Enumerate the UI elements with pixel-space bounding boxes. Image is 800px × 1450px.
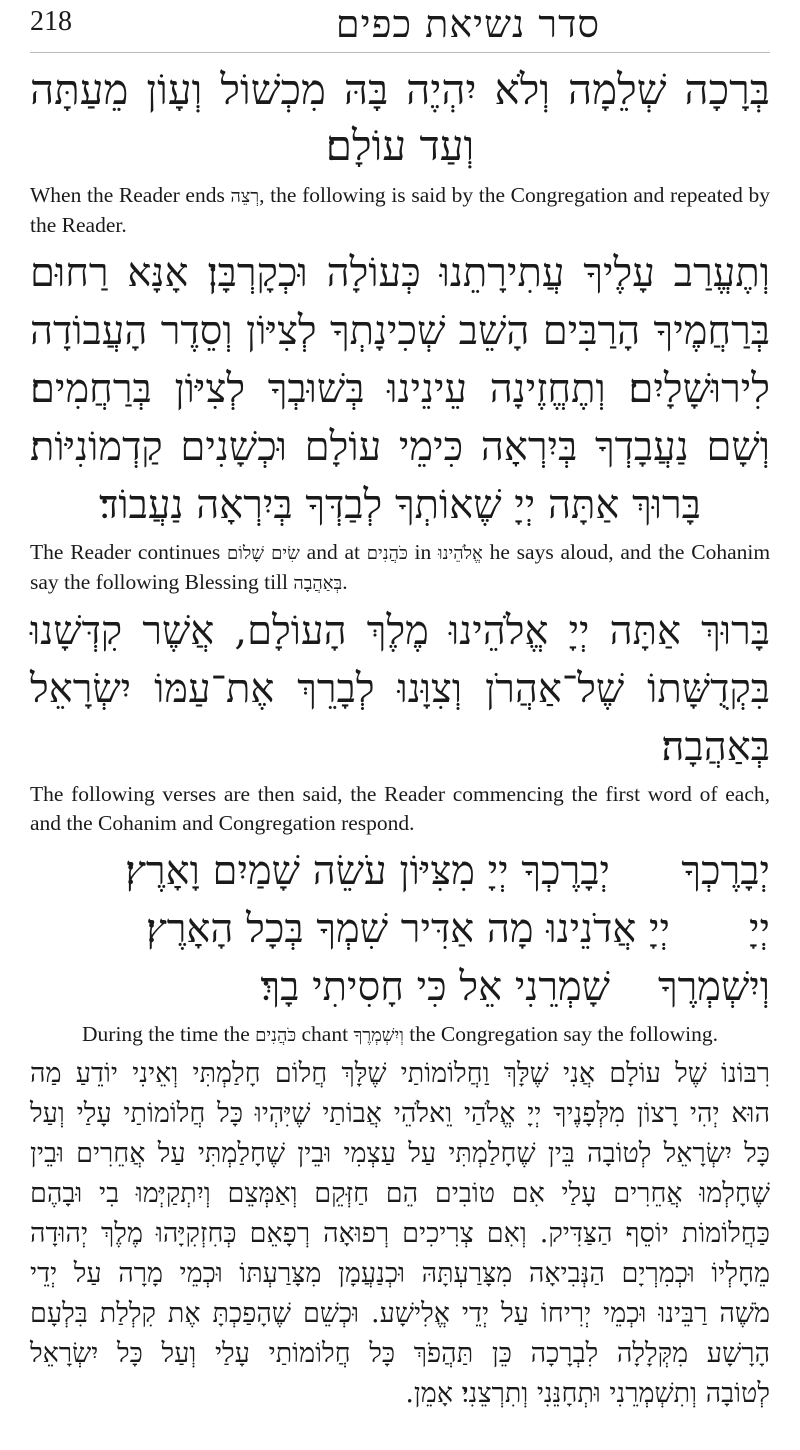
- instruction-text: in: [414, 540, 432, 564]
- priestly-blessing: [30, 602, 770, 776]
- hebrew-word: שִׂים שָׁלוֹם: [227, 543, 300, 564]
- hebrew-line: מֹשֶׁה רַבֵּינוּ וּכְמֵי יְרִיחוֹ עַל יְדֵי אֱלִישָׁע. וּכְשֵׁם שֶׁהָפַכְתָּ אֶת קִלְלַת בִּלְעָם: [30, 1298, 770, 1329]
- hebrew-line: הוּא יְהִי רָצוֹן מִלְּפָנֶיךָ יְיָ אֱלֹהַי וֵאלֹהֵי אֲבוֹתַי שֶׁיִּהְיוּ כָּל חֲלוֹמוֹתַי עָלַי וְעַל: [30, 1098, 770, 1129]
- hebrew-word: כֹּהֲנִים: [255, 1025, 297, 1046]
- hebrew-line-end: וְעַד עוֹלָם׃: [325, 121, 475, 170]
- instruction-text: he says aloud, and the Cohanim say the following Blessing till: [30, 540, 771, 594]
- hebrew-line: כַּחֲלוֹמוֹת יוֹסֵף הַצַּדִּיק. וְאִם צְרִיכִים רְפוּאָה רְפָאֵם כְּחִזְקִיָּהוּ מֶלֶךְ יְהוּדָה: [30, 1218, 770, 1249]
- hebrew-line: בָּרוּךְ אַתָּה יְיָ אֱלֹהֵינוּ מֶלֶךְ הָעוֹלָם, אֲשֶׁר קִדְּשָׁנוּ: [30, 608, 770, 654]
- hebrew-line: בְּרַחֲמֶיךָ הָרַבִּים הָשֵׁב שְׁכִינָתְךָ לְצִיּוֹן וְסֵדֶר הָעֲבוֹדָה: [30, 308, 770, 354]
- hebrew-line: בִּקְדֻשָּׁתוֹ שֶׁל־אַהֲרֹן וְצִוָּנוּ לְבָרֵךְ אֶת־עַמּוֹ יִשְׂרָאֵל בְּאַהֲבָה׃: [30, 666, 770, 770]
- verse-lead-word: יְיָ: [749, 906, 770, 952]
- instruction-2: The Reader continues שִׂים שָׁלוֹם and at כֹּהֲנִים in אֱלֹהֵינוּ he says aloud, and the Cohanim say the following Blessing till בְּאַהֲבָה.: [30, 540, 771, 594]
- instruction-4: [30, 1020, 770, 1050]
- hebrew-word: כֹּהֲנִים: [366, 543, 408, 564]
- instruction-text: The Reader continues: [30, 540, 221, 564]
- verse-row: [30, 958, 770, 1016]
- instruction-text: , the following is said by the Congregation and repeated by the Reader.: [30, 183, 771, 237]
- hebrew-word: וְיִשְׁמְרֶךָ: [353, 1025, 404, 1046]
- instruction-text: chant: [301, 1022, 349, 1046]
- hebrew-line: רִבּוֹנוֹ שֶׁל עוֹלָם אֲנִי שֶׁלָּךְ וַחֲלוֹמוֹתַי שֶׁלָּךְ חֲלוֹם חָלַמְתִּי וְאֵינִי יוֹדֵעַ מַה: [30, 1058, 770, 1089]
- hebrew-line: שֶׁחָלְמוּ אֲחֵרִים עָלַי אִם טוֹבִים הֵם חַזְּקֵם וְאַמְּצֵם וְיִתְקַיְּמוּ בִי וּבָהֶם: [30, 1178, 770, 1209]
- prayer-block-1: [30, 244, 770, 534]
- hebrew-word: רְצֵה: [230, 186, 260, 207]
- verse-text: יְיָ אֲדֹנֵינוּ מָה אַדִּיר שִׁמְךָ בְּכָל הָאָרֶץ׃: [145, 906, 670, 952]
- instruction-3: The following verses are then said, the Reader commencing the first word of each, and the Cohanim and Congregation respond.: [30, 782, 770, 835]
- verse-text: שָׁמְרֵנִי אֵל כִּי חָסִיתִי בָךְ׃: [260, 964, 610, 1010]
- hebrew-line: כָּל יִשְׂרָאֵל לְטוֹבָה בֵּין שֶׁחָלַמְתִּי עַל עַצְמִי וּבֵין שֶׁחָלַמְתִּי עַל אֲחֵרִים וּבֵין: [30, 1138, 770, 1169]
- hebrew-word: אֱלֹהֵינוּ: [438, 543, 483, 564]
- hebrew-word: בְּאַהֲבָה: [293, 573, 343, 594]
- verse-lead-word: יְבָרֶכְךָ: [681, 848, 770, 894]
- instruction-text: and at: [306, 540, 360, 564]
- page-header: [30, 0, 770, 53]
- hebrew-line: בְּרָכָה שְׁלֵמָה וְלֹא יִהְיֶה בָּהּ מִכְשׁוֹל וְעָוֹן מֵעַתָּה: [30, 65, 770, 114]
- hebrew-line: מֵחָלְיוֹ וּכְמִרְיָם הַנְּבִיאָה מִצָּרַעְתָּהּ וּכְנַעֲמָן מִצָּרַעְתּוֹ וּכְמֵי מָרָה עַל יְדֵי: [30, 1258, 770, 1289]
- hebrew-line: לְטוֹבָה וְתִשְׁמְרֵנִי וּתְחָנֵּנִי וְתִרְצֵנִי׃ אָמֵן.: [405, 1378, 770, 1409]
- running-title: סדר נשיאת כפים: [335, 2, 600, 46]
- instruction-text: During the time the: [82, 1022, 250, 1046]
- instruction-1: [30, 181, 770, 240]
- page-number: 218: [30, 6, 72, 37]
- hebrew-line: לִירוּשָׁלָיִם׃ וְתֶחֱזֶינָה עֵינֵינוּ בְּשׁוּבְךָ לְצִיּוֹן בְּרַחֲמִים׃: [30, 366, 770, 412]
- hebrew-line: בָּרוּךְ אַתָּה יְיָ שֶׁאוֹתְךָ לְבַדְּךָ בְּיִרְאָה נַעֲבוֹד׃: [99, 482, 701, 528]
- verse-text: יְבָרֶכְךָ יְיָ מִצִּיּוֹן עֹשֵׂה שָׁמַיִם וָאָרֶץ׃: [125, 848, 610, 894]
- verse-row: [30, 900, 770, 958]
- instruction-text: the Congregation say the following.: [409, 1022, 718, 1046]
- verse-row: [30, 842, 770, 900]
- responsive-verses: [30, 842, 770, 1016]
- hebrew-line: וְתֶעֱרַב עָלֶיךָ עֲתִירָתֵנוּ כְּעוֹלָה וּכְקָרְבָּן׃ אָנָּא רַחוּם: [30, 250, 770, 296]
- verse-lead-word: וְיִשְׁמְרֶךָ: [657, 964, 770, 1010]
- hebrew-line: וְשָׁם נַעֲבָדְךָ בְּיִרְאָה כִּימֵי עוֹלָם וּכְשָׁנִים קַדְמוֹנִיּוֹת׃: [30, 424, 770, 470]
- instruction-text: When the Reader ends: [30, 183, 225, 207]
- dream-prayer: [30, 1054, 770, 1414]
- hebrew-line: הָרָשָׁע מִקְּלָלָה לִבְרָכָה כֵּן תַּהֲפֹךְ כָּל חֲלוֹמוֹתַי עָלַי וְעַל כָּל יִשְׂרָאֵל: [30, 1338, 770, 1369]
